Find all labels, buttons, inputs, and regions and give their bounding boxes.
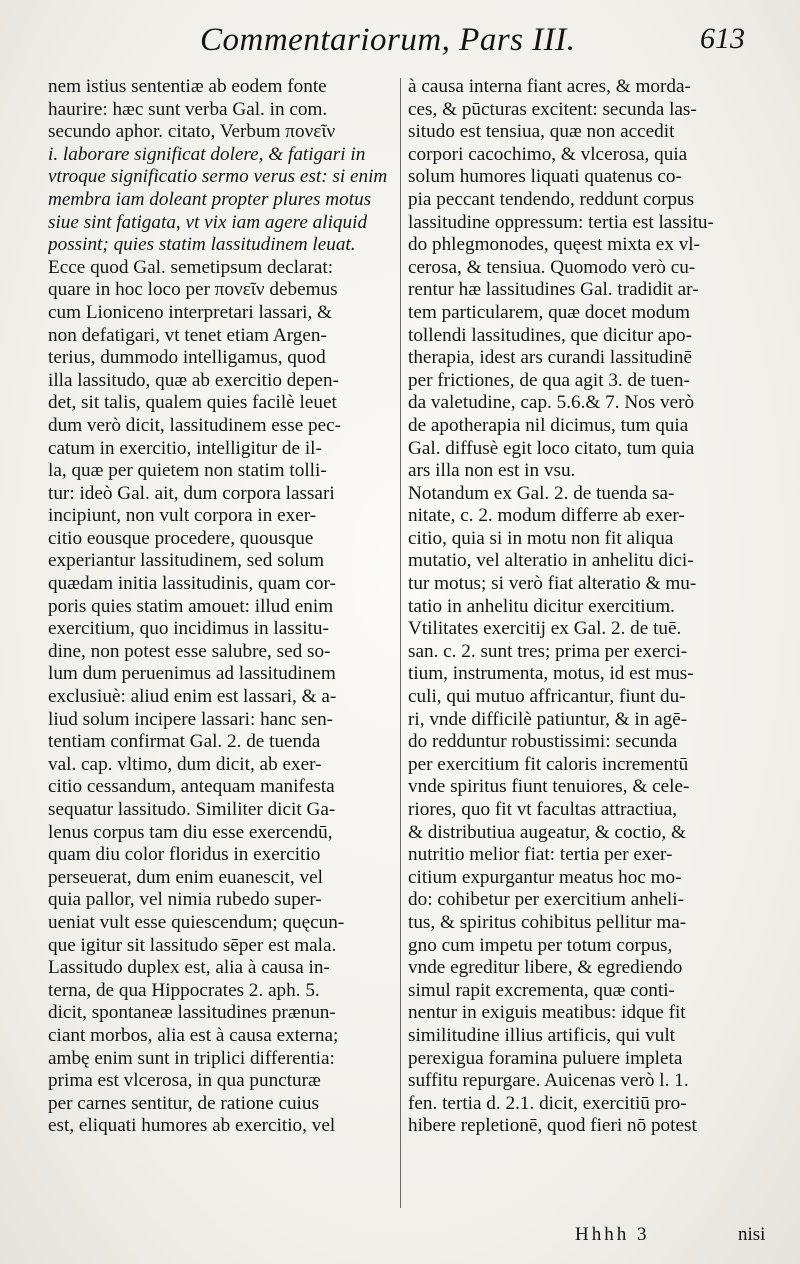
text-line: lum dum peruenimus ad lassitudinem [48,663,336,685]
text-line: cerosa, & tensiua. Quomodo verò cu- [408,256,696,278]
text-line: vnde egreditur libere, & egrediendo [408,957,683,979]
text-line: val. cap. vltimo, dum dicit, ab exer- [48,753,322,775]
text-line: dine, non potest esse salubre, sed so- [48,640,331,662]
text-line: siue sint fatigata, vt vix iam agere aliquid [48,211,368,233]
text-line: exercitium, quo incidimus in lassitu- [48,618,329,640]
text-line: exclusiuè: aliud enim est lassari, & a- [48,686,337,708]
text-line: nutritio melior fiat: tertia per exer- [408,844,673,866]
text-line: à causa interna fiant acres, & morda- [408,76,691,97]
catchword: nisi [738,1224,766,1245]
text-line: ars illa non est in vsu. [408,460,576,482]
text-line: do: cohibetur per exercitium anheli- [408,889,684,911]
text-line: lassitudine oppressum: tertia est lassitu- [408,211,714,233]
text-line: nentur in exiguis meatibus: idque fit [408,1002,686,1024]
text-line: que igitur sit lassitudo sēper est mala. [48,934,337,956]
text-line: haurire: hæc sunt verba Gal. in com. [48,98,328,120]
text-line: da valetudine, cap. 5.6.& 7. Nos verò [408,392,695,414]
text-line: per exercitium fit caloris incrementū [408,753,689,775]
text-line: therapia, idest ars curandi lassitudinē [408,347,692,369]
text-line: tur: ideò Gal. ait, dum corpora lassari [48,482,335,504]
text-line: quia pallor, vel nimia rubedo super- [48,889,322,911]
text-line: do phlegmonodes, quęest mixta ex vl- [408,234,701,256]
text-line: hibere repletionē, quod fieri nō potest [408,1115,697,1137]
text-line: incipiunt, non vult corpora in exer- [48,505,317,527]
text-line: sequatur lassitudo. Similiter dicit Ga- [48,799,336,820]
text-line: ambę enim sunt in triplici differentia: [48,1047,335,1069]
text-line: culi, qui mutuo affricantur, fiunt du- [408,686,686,708]
text-line: gno cum impetu per totum corpus, [408,934,673,956]
text-line: tur motus; si verò fiat alteratio & mu- [408,573,697,595]
text-line: tus, & spiritus cohibitus pellitur ma- [408,911,687,933]
text-line: fen. tertia d. 2.1. dicit, exercitiū pro- [408,1092,687,1114]
text-line: quædam initia lassitudinis, quam cor- [48,573,336,595]
text-line: tium, instrumenta, motus, id est mus- [408,663,694,685]
text-line: & distributiua augeatur, & coctio, & [408,821,686,843]
text-line: poris quies statim amouet: illud enim [48,595,334,617]
text-line: Lassitudo duplex est, alia à causa in- [48,957,330,979]
text-line: terna, de qua Hippocrates 2. aph. 5. [48,979,320,1001]
text-line: Ecce quod Gal. semetipsum declarat: [48,256,334,278]
text-line: la, quæ per quietem non statim tolli- [48,460,327,482]
text-line: cum Lioniceno interpretari lassari, & [48,301,332,323]
text-line: vtroque significatio sermo verus est: si enim [48,166,388,188]
text-line: quare in hoc loco per πονεῖν debemus [48,279,338,301]
running-title: Commentariorum, Pars III. [200,22,576,58]
text-line: experiantur lassitudinem, sed solum [48,550,325,572]
text-line: citio eousque procedere, quousque [48,527,314,549]
text-line: perseuerat, dum enim euanescit, vel [48,866,323,888]
text-line: de apotherapia nil dicimus, tum quia [408,414,689,436]
text-line: pia peccant tendendo, reddunt corpus [408,188,695,210]
text-line: mutatio, vel alteratio in anhelitu dici- [408,550,694,572]
signature-mark: Hhhh 3 [575,1224,650,1245]
text-line: riores, quo fit vt facultas attractiua, [408,799,678,820]
text-line: similitudine illius artificis, qui vult [408,1024,676,1046]
text-line: citium expurgantur meatus hoc mo- [408,866,682,888]
text-line: terius, dummodo intelligamus, quod [48,347,326,369]
text-line: secundo aphor. citato, Verbum πονεῖν [48,121,336,143]
text-line: tatio in anhelitu dicitur exercitium. [408,595,675,617]
text-line: prima est vlcerosa, in qua puncturæ [48,1070,321,1092]
text-line: liud solum incipere lassari: hanc sen- [48,708,334,730]
text-line: tem particularem, quæ docet modum [408,301,690,323]
text-line: ciant morbos, alia est à causa externa; [48,1024,339,1046]
text-line: i. laborare significat dolere, & fatigari in [48,143,366,165]
text-line: nitate, c. 2. modum differre ab exer- [408,505,685,527]
text-line: non defatigari, vt tenet etiam Argen- [48,324,327,346]
text-line: det, sit talis, qualem quies facilè leuet [48,392,337,414]
text-line: Notandum ex Gal. 2. de tuenda sa- [408,482,675,504]
text-line: ces, & pūcturas excitent: secunda las- [408,98,697,120]
column-divider [400,78,401,1208]
text-line: situdo est tensiua, quæ non accedit [408,121,675,143]
text-line: citio, quia si in motu non fit aliqua [408,527,674,549]
text-line: perexigua foramina puluere impleta [408,1047,683,1069]
text-line: do redduntur robustissimi: secunda [408,731,678,753]
text-line: dicit, spontaneæ lassitudines prænun- [48,1002,336,1024]
text-line: illa lassitudo, quæ ab exercitio depen- [48,369,339,391]
text-line: lenus corpus tam diu esse exercendū, [48,821,333,843]
text-line: corpori cacochimo, & vlcerosa, quia [408,143,688,165]
text-line: Gal. diffusè egit loco citato, tum quia [408,437,695,459]
text-line: suffitu repurgare. Auicenas verò l. 1. [408,1070,689,1092]
text-line: per carnes sentitur, de ratione cuius [48,1092,319,1114]
text-line: per frictiones, de qua agit 3. de tuen- [408,369,690,391]
text-line: ri, vnde difficilè patiuntur, & in agē- [408,708,688,730]
text-line: ueniat vult esse quiescendum; quęcun- [48,911,345,933]
text-line: membra iam doleant propter plures motus [48,188,372,210]
text-line: catum in exercitio, intelligitur de il- [48,437,322,459]
text-line: san. c. 2. sunt tres; prima per exerci- [408,640,688,662]
text-line: quam diu color floridus in exercitio [48,844,321,866]
text-line: possint; quies statim lassitudinem leuat. [48,234,356,256]
right-text-column [408,76,763,1138]
text-line: vnde spiritus fiunt tenuiores, & cele- [408,776,690,798]
text-line: citio cessandum, antequam manifesta [48,776,335,798]
text-line: solum humores liquati quatenus co- [408,166,682,188]
text-line: tollendi lassitudines, que dicitur apo- [408,324,693,346]
text-line: rentur hæ lassitudines Gal. tradidit ar- [408,279,699,301]
text-line: est, eliquati humores ab exercitio, vel [48,1115,336,1137]
text-line: dum verò dicit, lassitudinem esse pec- [48,414,342,436]
text-line: tentiam confirmat Gal. 2. de tuenda [48,731,321,753]
text-line: Vtilitates exercitij ex Gal. 2. de tuē. [408,618,682,640]
page-number: 613 [700,22,745,55]
text-line: nem istius sententiæ ab eodem fonte [48,76,327,97]
left-text-column [48,76,403,1138]
running-header [0,18,800,68]
text-line: simul rapit excrementa, quæ conti- [408,979,675,1001]
